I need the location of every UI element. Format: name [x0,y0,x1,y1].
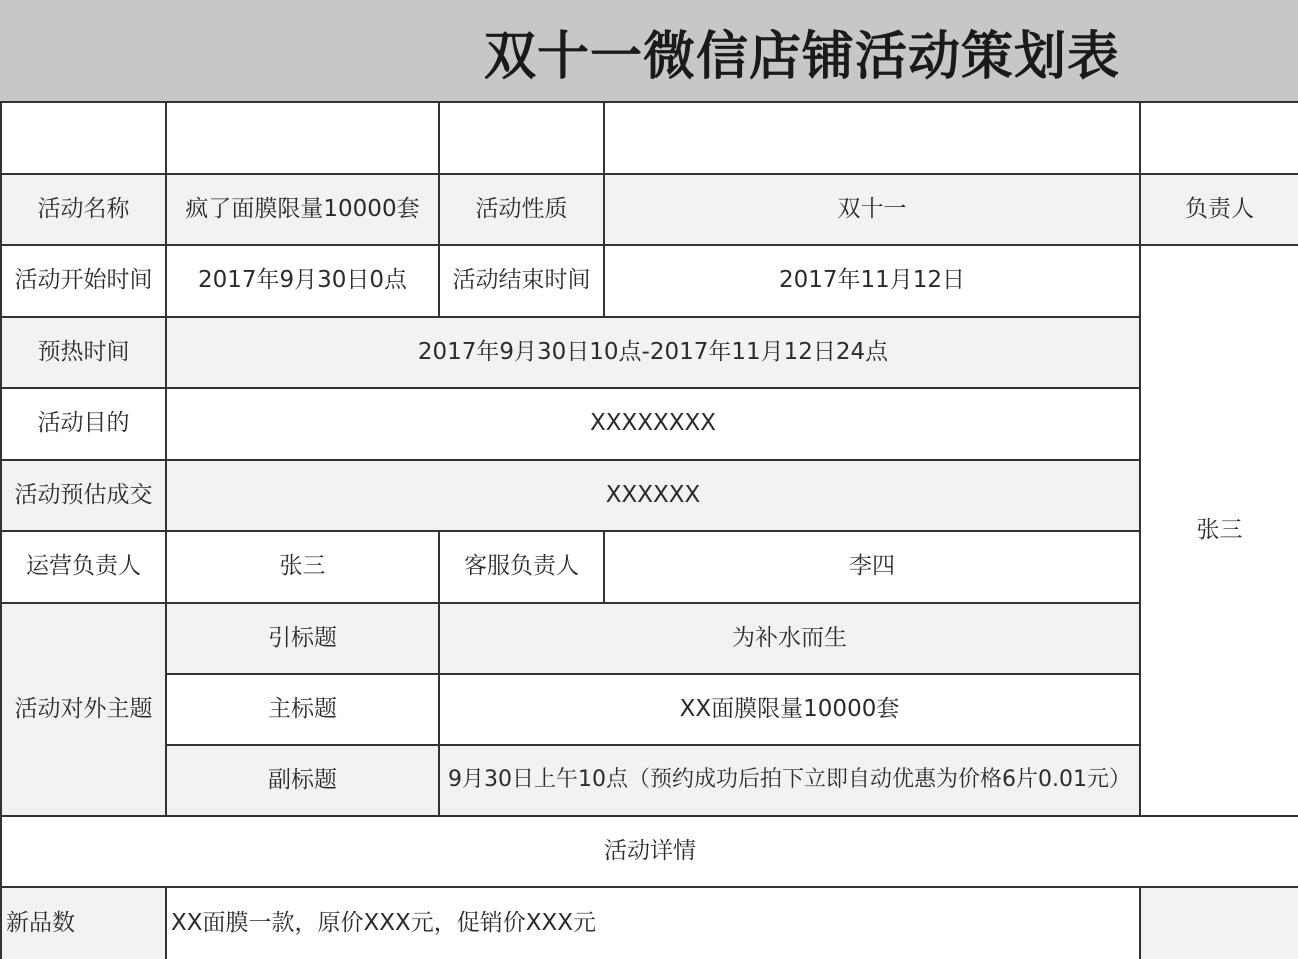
goal-value: XXXXXXXX [167,389,1141,461]
start-time-label: 活动开始时间 [0,246,167,318]
owner-label: 负责人 [1141,175,1298,246]
activity-nature-label: 活动性质 [440,175,605,246]
cs-owner-value: 李四 [605,532,1141,604]
details-header: 活动详情 [0,817,1298,888]
activity-name-value: 疯了面膜限量10000套 [167,175,440,246]
lead-title-label: 引标题 [167,604,440,675]
title-bar [0,0,1298,103]
theme-label: 活动对外主题 [0,604,167,817]
main-title-value: XX面膜限量10000套 [440,675,1141,746]
empty-cell [440,103,605,175]
page-title: 双十一微信店铺活动策划表 [484,27,1121,87]
preheat-label: 预热时间 [0,318,167,389]
sub-title-value: 9月30日上午10点（预约成功后拍下立即自动优惠为价格6片0.01元） [440,746,1141,817]
empty-cell [167,103,440,175]
cs-owner-label: 客服负责人 [440,532,605,604]
empty-cell [0,103,167,175]
owner-value: 张三 [1141,246,1298,817]
activity-name-label: 活动名称 [0,175,167,246]
preheat-value: 2017年9月30日10点-2017年11月12日24点 [167,318,1141,389]
ops-owner-label: 运营负责人 [0,532,167,604]
end-time-label: 活动结束时间 [440,246,605,318]
activity-nature-value: 双十一 [605,175,1141,246]
lead-title-value: 为补水而生 [440,604,1141,675]
new-count-label: 新品数 [0,888,167,959]
end-time-value: 2017年11月12日 [605,246,1141,318]
deal-estimate-label: 活动预估成交 [0,461,167,532]
sub-title-label: 副标题 [167,746,440,817]
ops-owner-value: 张三 [167,532,440,604]
deal-estimate-value: XXXXXX [167,461,1141,532]
start-time-value: 2017年9月30日0点 [167,246,440,318]
new-count-value: XX面膜一款，原价XXX元，促销价XXX元 [167,888,1141,959]
goal-label: 活动目的 [0,389,167,461]
main-title-label: 主标题 [167,675,440,746]
empty-cell [1141,103,1298,175]
empty-cell [605,103,1141,175]
empty-cell [1141,888,1298,959]
